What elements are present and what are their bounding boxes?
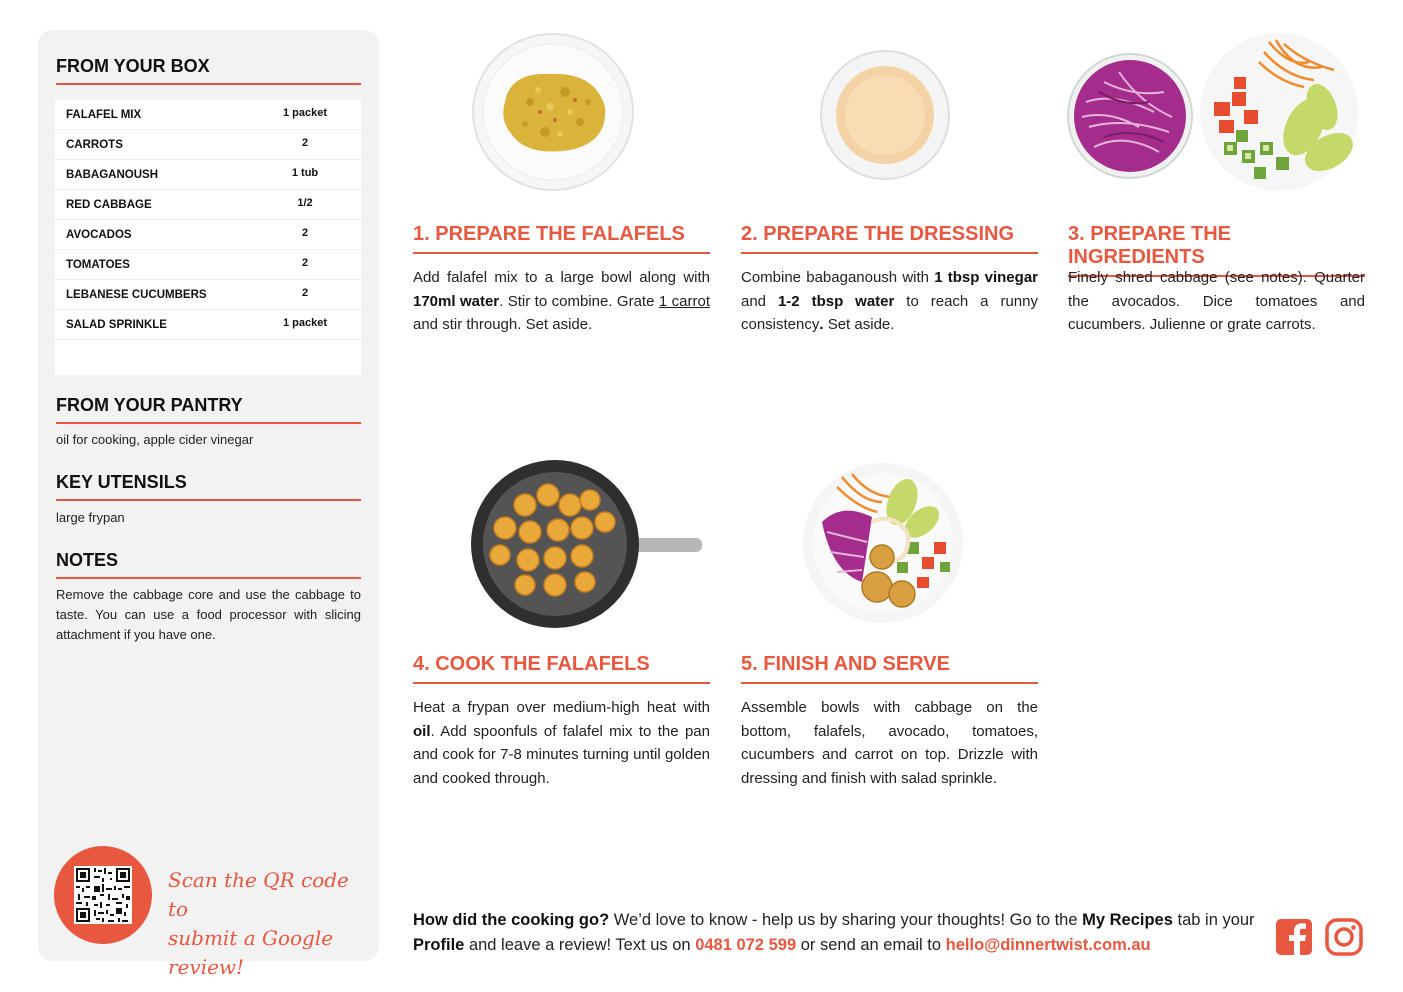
utensils-text: large frypan xyxy=(56,510,125,525)
prepared-ingredients-photo xyxy=(1064,32,1359,194)
step-text: Heat a frypan over medium-high heat with xyxy=(413,699,710,716)
step-3-instructions xyxy=(1068,266,1365,337)
pantry-title: FROM YOUR PANTRY xyxy=(56,395,361,424)
phone-link[interactable]: 0481 072 599 xyxy=(695,936,797,954)
qr-cta-line2: submit a Google review! xyxy=(168,926,334,979)
step-text: Combine babaganoush with xyxy=(741,269,935,286)
feedback-footer xyxy=(413,908,1263,958)
step-text: Add falafel mix to a large bowl along with xyxy=(413,269,710,286)
ingredients-sidebar xyxy=(38,30,379,979)
frypan-falafels-photo xyxy=(470,460,702,630)
step-2-instructions xyxy=(741,266,1038,337)
step-3-title: 3. PREPARE THE INGREDIENTS xyxy=(1068,223,1365,277)
footer-text: and leave a review! Text us on xyxy=(464,936,696,954)
item-qty: 1/2 xyxy=(297,197,313,209)
my-recipes-label: My Recipes xyxy=(1082,911,1173,929)
step-1-instructions xyxy=(413,266,710,337)
qr-code-icon[interactable] xyxy=(74,866,132,924)
utensils-title: KEY UTENSILS xyxy=(56,472,361,501)
item-qty: 2 xyxy=(301,137,309,149)
item-qty: 1 tub xyxy=(291,167,319,179)
notes-text: Remove the cabbage core and use the cabbage to taste. You can use a food processor with slicing attachment if you have one. xyxy=(56,587,361,642)
dressing-bowl-photo xyxy=(818,48,952,182)
falafel-mix-bowl-photo xyxy=(470,32,636,192)
item-qty: 2 xyxy=(301,287,309,299)
step-text: . Add spoonfuls of falafel mix to the pan and cook for 7-8 minutes turning until golden and cooked through. xyxy=(413,722,710,787)
box-items-table xyxy=(55,100,361,375)
item-name: BABAGANOUSH xyxy=(66,169,158,181)
item-name: TOMATOES xyxy=(66,259,130,271)
step-4-title: 4. COOK THE FALAFELS xyxy=(413,653,710,684)
table-row xyxy=(55,220,361,250)
item-name: LEBANESE CUCUMBERS xyxy=(66,289,207,301)
step-text: . Stir to combine. Grate xyxy=(499,292,659,310)
profile-label: Profile xyxy=(413,936,465,954)
table-row xyxy=(55,100,361,130)
from-your-box-title: FROM YOUR BOX xyxy=(56,56,361,85)
step-text: to reach a runny consistency xyxy=(741,292,1038,333)
step-bold: 1 tbsp vinegar xyxy=(934,269,1038,286)
instagram-icon[interactable] xyxy=(1325,918,1363,956)
step-bold: . xyxy=(819,316,824,333)
footer-text: or send an email to xyxy=(796,936,946,954)
step-4-instructions xyxy=(413,696,710,790)
step-2-title: 2. PREPARE THE DRESSING xyxy=(741,223,1038,254)
item-qty: 2 xyxy=(301,257,309,269)
step-bold: oil xyxy=(413,722,431,740)
step-text: Set aside. xyxy=(823,316,895,333)
item-name: FALAFEL MIX xyxy=(66,109,142,121)
step-underlined: 1 carrot xyxy=(658,292,710,310)
step-bold: 170ml water xyxy=(413,292,500,310)
notes-title: NOTES xyxy=(56,550,361,579)
step-text: Finely shred cabbage (see notes). Quarter the avocados. Dice tomatoes and cucumbers. Julienne or grate carrots. xyxy=(1068,269,1365,333)
step-bold: 1-2 tbsp water xyxy=(777,292,895,310)
step-text: and stir through. Set aside. xyxy=(413,316,593,333)
footer-bold: How did the cooking go? xyxy=(413,911,610,929)
qr-cta-line1: Scan the QR code to xyxy=(168,868,349,921)
table-row xyxy=(55,130,361,160)
finished-bowl-photo xyxy=(802,462,964,624)
qr-badge[interactable] xyxy=(54,846,152,944)
pantry-text: oil for cooking, apple cider vinegar xyxy=(56,432,254,447)
step-5-instructions xyxy=(741,696,1038,790)
item-qty: 1 packet xyxy=(282,317,328,329)
item-name: AVOCADOS xyxy=(66,229,132,241)
footer-text: We’d love to know - help us by sharing your thoughts! Go to the xyxy=(609,911,1083,929)
item-name: SALAD SPRINKLE xyxy=(66,319,167,331)
table-row xyxy=(55,310,361,340)
facebook-icon[interactable] xyxy=(1275,918,1313,956)
email-link[interactable]: hello@dinnertwist.com.au xyxy=(945,936,1151,954)
table-row xyxy=(55,250,361,280)
item-name: RED CABBAGE xyxy=(66,199,152,211)
step-text: Assemble bowls with cabbage on the bottom, falafels, avocado, tomatoes, cucumbers and carrot on top. Drizzle with dressing and finish with salad sprinkle. xyxy=(741,699,1038,787)
footer-text: tab in your xyxy=(1172,911,1255,929)
table-row xyxy=(55,190,361,220)
qr-call-to-action xyxy=(168,866,368,982)
step-5-title: 5. FINISH AND SERVE xyxy=(741,653,1038,684)
item-qty: 1 packet xyxy=(282,107,328,119)
step-text: and xyxy=(741,292,778,310)
table-row xyxy=(55,280,361,310)
item-qty: 2 xyxy=(301,227,309,239)
step-1-title: 1. PREPARE THE FALAFELS xyxy=(413,223,710,254)
table-row xyxy=(55,160,361,190)
item-name: CARROTS xyxy=(66,139,123,151)
